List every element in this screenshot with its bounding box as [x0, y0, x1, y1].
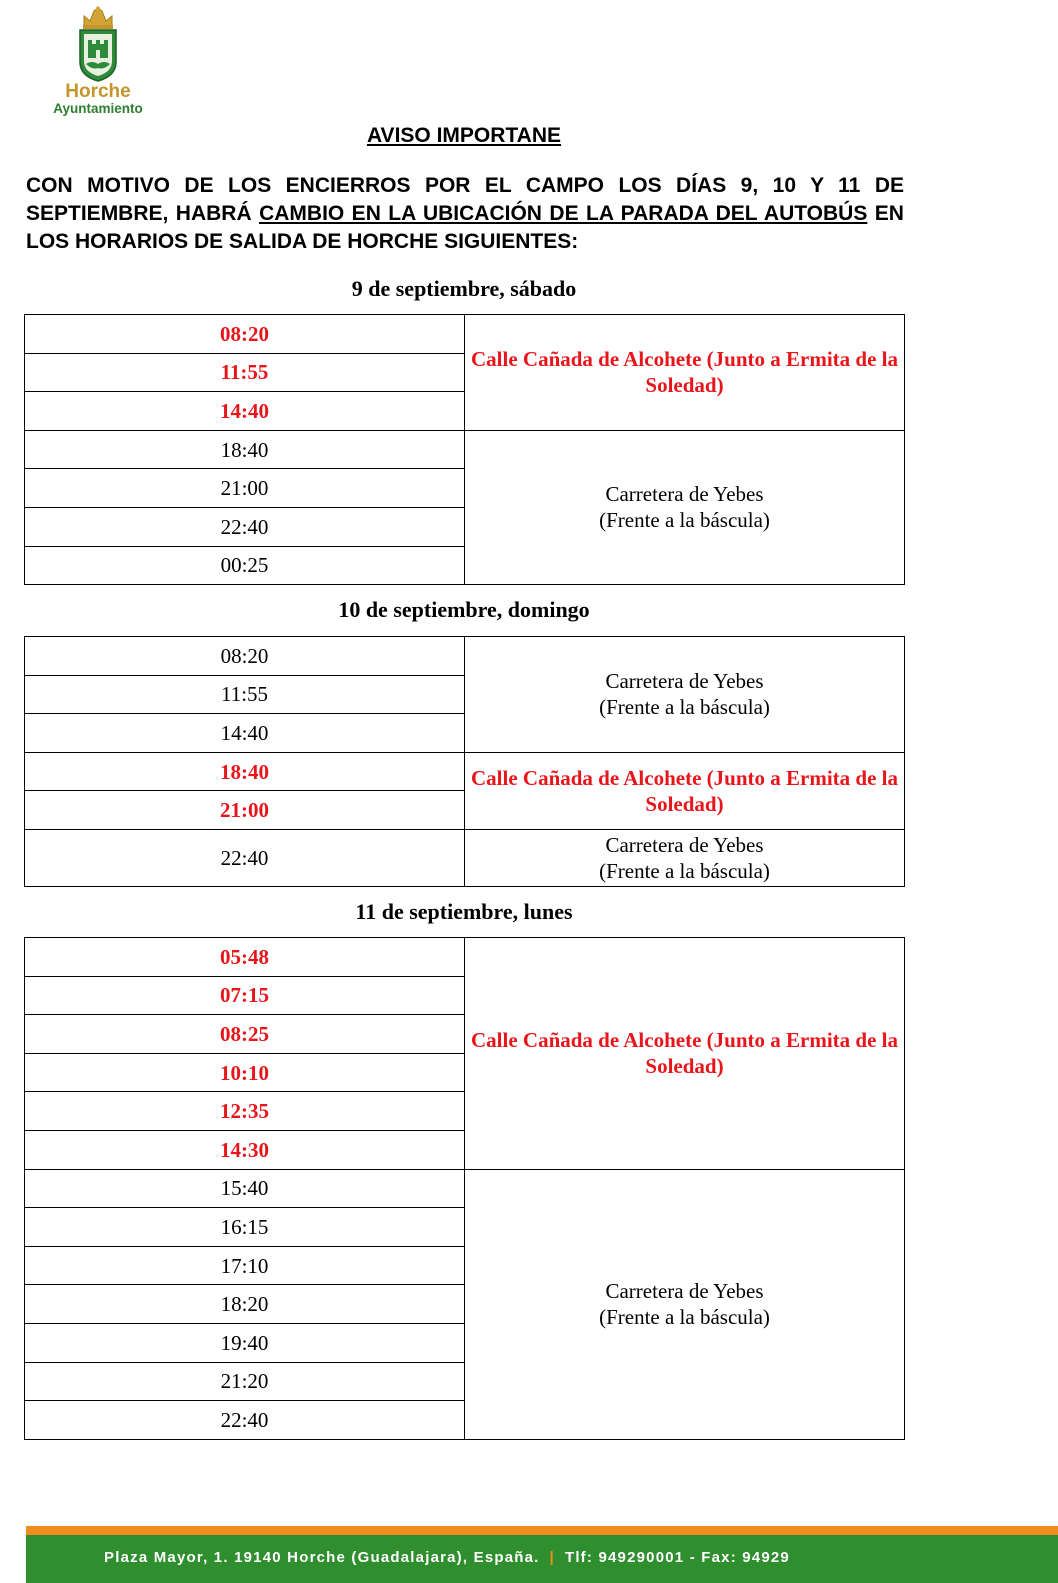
day-title-sep-11: 11 de septiembre, lunes — [355, 899, 573, 924]
table-row — [25, 829, 905, 886]
departure-time: 17:10 — [25, 1246, 465, 1285]
stop-location: Carretera de Yebes (Frente a la báscula) — [465, 430, 905, 584]
departure-time: 08:25 — [25, 1015, 465, 1054]
departure-time: 14:30 — [25, 1130, 465, 1169]
departure-time: 18:40 — [25, 752, 465, 791]
logo-subtitle: Ayuntamiento — [53, 101, 143, 116]
stop-location: Carretera de Yebes (Frente a la báscula) — [465, 637, 905, 753]
notice-title: AVISO IMPORTANE — [366, 124, 562, 147]
intro-text-end: EN LOS HORARIOS DE SALIDA DE HORCHE SIGUIENTES: — [26, 202, 904, 253]
departure-time: 19:40 — [25, 1323, 465, 1362]
departure-time: 10:10 — [25, 1053, 465, 1092]
footer-orange-stripe — [26, 1526, 1058, 1535]
table-row — [25, 1169, 905, 1208]
notice-intro — [26, 172, 904, 256]
footer-address: Plaza Mayor, 1. 19140 Horche (Guadalajara), España. — [104, 1549, 540, 1566]
departure-time: 21:00 — [25, 791, 465, 830]
table-row — [25, 430, 905, 469]
schedule-table-sep-11 — [24, 937, 905, 1440]
town-logo — [44, 6, 154, 114]
day-title-sep-10: 10 de septiembre, domingo — [338, 597, 590, 622]
table-row — [25, 752, 905, 791]
departure-time: 22:40 — [25, 829, 465, 886]
footer-separator: | — [549, 1549, 555, 1566]
schedule-table-sep-9 — [24, 314, 905, 585]
departure-time: 15:40 — [25, 1169, 465, 1208]
logo-town-name: Horche — [65, 81, 131, 102]
day-title-sep-9: 9 de septiembre, sábado — [351, 276, 577, 301]
departure-time: 05:48 — [25, 938, 465, 977]
departure-time: 08:20 — [25, 315, 465, 354]
table-row — [25, 315, 905, 354]
stop-location: Calle Cañada de Alcohete (Junto a Ermita de la Soledad) — [465, 938, 905, 1170]
stop-location: Carretera de Yebes (Frente a la báscula) — [465, 1169, 905, 1439]
departure-time: 00:25 — [25, 546, 465, 585]
departure-time: 08:20 — [25, 637, 465, 676]
departure-time: 22:40 — [25, 1401, 465, 1440]
page-footer — [26, 1526, 1058, 1583]
departure-time: 21:00 — [25, 469, 465, 508]
footer-contact-text — [104, 1549, 790, 1566]
table-row — [25, 637, 905, 676]
departure-time: 21:20 — [25, 1362, 465, 1401]
intro-text-underlined: CAMBIO EN LA UBICACIÓN DE LA PARADA DEL AUTOBÚS — [259, 202, 868, 225]
table-row — [25, 938, 905, 977]
stop-location: Carretera de Yebes (Frente a la báscula) — [465, 829, 905, 886]
departure-time: 16:15 — [25, 1208, 465, 1247]
coat-of-arms-icon — [76, 6, 120, 82]
departure-time: 11:55 — [25, 675, 465, 714]
departure-time: 14:40 — [25, 714, 465, 753]
stop-location: Calle Cañada de Alcohete (Junto a Ermita de la Soledad) — [465, 752, 905, 829]
schedule-table-sep-10 — [24, 636, 905, 887]
departure-time: 14:40 — [25, 392, 465, 431]
departure-time: 12:35 — [25, 1092, 465, 1131]
departure-time: 18:20 — [25, 1285, 465, 1324]
departure-time: 07:15 — [25, 976, 465, 1015]
departure-time: 22:40 — [25, 507, 465, 546]
stop-location: Calle Cañada de Alcohete (Junto a Ermita de la Soledad) — [465, 315, 905, 431]
footer-phones: Tlf: 949290001 - Fax: 94929 — [564, 1549, 790, 1566]
intro-text-start: CON MOTIVO DE LOS ENCIERROS POR EL CAMPO LOS DÍAS 9, 10 Y 11 DE SEPTIEMBRE, HABRÁ — [26, 174, 904, 225]
departure-time: 18:40 — [25, 430, 465, 469]
departure-time: 11:55 — [25, 353, 465, 392]
